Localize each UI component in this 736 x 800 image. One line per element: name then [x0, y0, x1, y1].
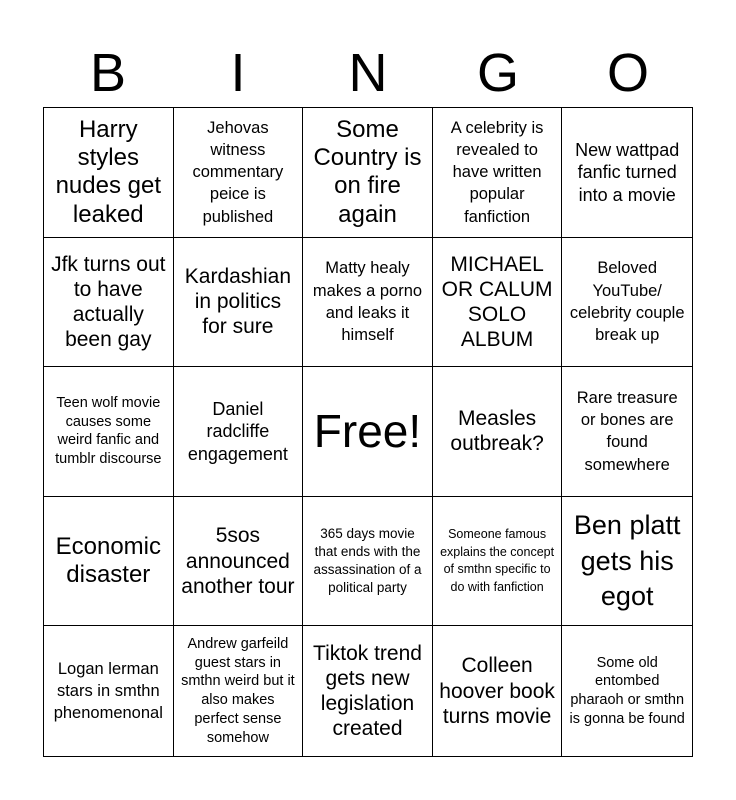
bingo-cell-text: Jfk turns out to have actually been gay [51, 252, 166, 352]
bingo-cell[interactable] [433, 367, 563, 497]
bingo-cell-text: 365 days movie that ends with the assassination of a political party [313, 525, 422, 596]
header-letter-o: O [606, 43, 649, 103]
bingo-cell-text: Beloved YouTube/ celebrity couple break up [569, 259, 685, 345]
bingo-cell-text: A celebrity is revealed to have written popular fanfiction [450, 118, 544, 226]
bingo-cell-text: MICHAEL OR CALUM SOLO ALBUM [441, 252, 553, 352]
bingo-cell[interactable] [562, 367, 692, 497]
header-letter-i: I [230, 43, 246, 103]
bingo-cell-text: Kardashian in politics for sure [184, 265, 292, 339]
bingo-cell-text: Economic disaster [55, 532, 161, 589]
bingo-cell-text: Someone famous explains the concept of smthn specific to do with fanfiction [440, 527, 555, 594]
bingo-cell-text: New wattpad fanfic turned into a movie [575, 139, 680, 205]
bingo-cell[interactable] [433, 238, 563, 368]
bingo-cell[interactable] [174, 626, 304, 756]
bingo-cell[interactable] [174, 238, 304, 368]
bingo-cell-text: Matty healy makes a porno and leaks it himself [312, 259, 423, 345]
bingo-cell[interactable] [562, 108, 692, 238]
bingo-grid [43, 107, 693, 757]
bingo-cell-text: Ben platt gets his egot [573, 510, 681, 611]
free-space-text: Free! [313, 405, 422, 458]
bingo-cell[interactable] [562, 626, 692, 756]
bingo-cell[interactable] [303, 238, 433, 368]
bingo-cell[interactable] [433, 497, 563, 627]
bingo-cell[interactable] [44, 367, 174, 497]
bingo-cell-text: Tiktok trend gets new legislation created [313, 641, 422, 741]
bingo-cell[interactable] [44, 108, 174, 238]
bingo-cell-text: Teen wolf movie causes some weird fanfic and tumblr discourse [55, 394, 162, 468]
bingo-cell[interactable] [44, 497, 174, 627]
header-letter-n: N [348, 43, 388, 103]
bingo-cell-text: Logan lerman stars in smthn phenomenonal [53, 659, 163, 723]
bingo-header [43, 40, 693, 106]
bingo-cell[interactable] [44, 238, 174, 368]
bingo-cell[interactable] [433, 108, 563, 238]
bingo-cell-text: Rare treasure or bones are found somewhere [576, 388, 678, 474]
bingo-cell[interactable] [174, 108, 304, 238]
bingo-cell[interactable] [303, 626, 433, 756]
header-letter-b: B [89, 43, 127, 103]
bingo-cell-text: Measles outbreak? [450, 407, 544, 456]
bingo-cell-text: Andrew garfeild guest stars in smthn weird but it also makes perfect sense somehow [181, 635, 295, 746]
bingo-cell[interactable] [44, 626, 174, 756]
bingo-cell[interactable] [303, 108, 433, 238]
bingo-cell[interactable] [562, 238, 692, 368]
bingo-cell-text: Jehovas witness commentary peice is published [192, 118, 284, 226]
bingo-cell-text: Harry styles nudes get leaked [55, 115, 161, 228]
header-letter-g: G [476, 43, 519, 103]
bingo-cell[interactable] [433, 626, 563, 756]
bingo-cell-text: 5sos announced another tour [181, 524, 295, 598]
bingo-cell-text: Colleen hoover book turns movie [439, 654, 555, 728]
bingo-cell-free[interactable] [303, 367, 433, 497]
bingo-cell-text: Daniel radcliffe engagement [187, 398, 288, 464]
bingo-cell-text: Some old entombed pharaoh or smthn is gonna be found [569, 654, 685, 728]
bingo-cell[interactable] [174, 497, 304, 627]
bingo-cell[interactable] [303, 497, 433, 627]
bingo-cell[interactable] [562, 497, 692, 627]
bingo-cell[interactable] [174, 367, 304, 497]
bingo-cell-text: Some Country is on fire again [313, 115, 422, 228]
